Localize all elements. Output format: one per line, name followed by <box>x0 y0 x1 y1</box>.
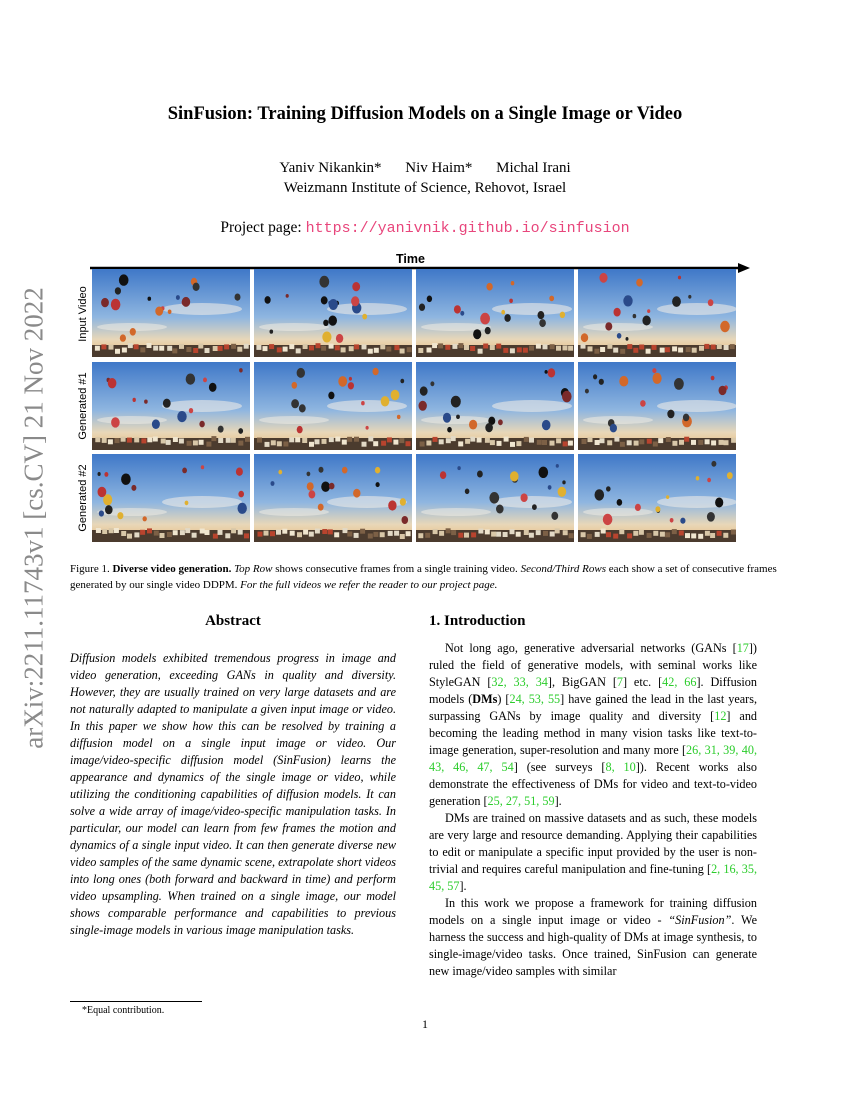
project-label: Project page: <box>220 219 302 236</box>
author-2: Niv Haim* <box>405 160 473 176</box>
author-1: Yaniv Nikankin* <box>279 160 382 176</box>
intro-paragraph-3: In this work we propose a framework for training diffusion models on a single input image or video - “SinFusion”. We harness the success and high-quality of DMs at image synthesis, to single-image/video tasks. Once trained, SinFusion can generate new image/video samples with similar <box>429 896 757 978</box>
row-label-generated-1: Generated #1 <box>77 372 89 440</box>
footnote-rule <box>70 1001 202 1002</box>
video-frame <box>578 454 736 542</box>
video-frame <box>92 454 250 542</box>
video-frame <box>416 269 574 357</box>
video-frame <box>416 454 574 542</box>
paper-title: SinFusion: Training Diffusion Models on a Single Image or Video <box>167 104 683 124</box>
arxiv-id: arXiv:2211.11743v1 [cs.CV] 21 Nov 2022 <box>18 287 49 749</box>
intro-body <box>429 640 757 980</box>
arxiv-sidebar <box>14 288 54 748</box>
intro-paragraph-1: Not long ago, generative adversarial networks (GANs [17]) ruled the field of generative models, with seminal works like StyleGAN [32, 33, 34], BigGAN [7] etc. [42, 66]. Diffusion models (DMs) [24, 53, 55] have gained the lead in the last years, surpassing GANs by image quality and diversity [12] and becoming the leading method in many vision tasks like text-to-image generation, super-resolution and many more [26, 31, 39, 40, 43, 46, 47, 54] (see surveys [8, 10]). Recent works also demonstrate the effectiveness of DMs for video and text-to-video generation [25, 27, 51, 59]. <box>429 641 758 808</box>
project-url-link[interactable]: https://yanivnik.github.io/sinfusion <box>305 220 630 237</box>
video-frame <box>92 269 250 357</box>
video-frame <box>254 362 412 450</box>
intro-paragraph-2: DMs are trained on massive datasets and as such, these models are very large and resource demanding. Applying their capabilities to edit or manipulate a specific input provided by the user is non-trivial and requires careful manipulation and fine-tuning [2, 16, 35, 45, 57]. <box>429 811 758 893</box>
abstract-text: Diffusion models exhibited tremendous progress in image and video generation, exceeding GANs in quality and diversity. However, they are usually trained on very large datasets and are not naturally adapted to manipulate a given input image or video. In this paper we show how this can be resolved by training a diffusion model on a single input image or video. Our image/video-specific diffusion model (SinFusion) learns the appearance and dynamics of the single image or video, while utilizing the conditioning capabilities of diffusion models. It can solve a wide array of image/video-specific manipulation tasks. In particular, our model can learn from few frames the motion and dynamics of a single input video. It can then generate diverse new video samples of the same dynamic scene, extrapolate short videos into long ones (both forward and backward in time) and perform video upsampling. When trained on a single image, our model shows comparable performance and capabilities to previous single-image models in various image manipulation tasks. <box>70 651 396 937</box>
footnote: *Equal contribution. <box>82 1005 165 1016</box>
video-frame <box>578 269 736 357</box>
video-frame <box>578 362 736 450</box>
project-page <box>0 219 850 237</box>
time-label: Time <box>396 252 425 266</box>
figure-caption: Figure 1. Diverse video generation. Top Row shows consecutive frames from a single training video. Second/Third Rows each show a set of consecutive frames generated by our single video DDPM. For the full videos we refer the reader to our project page. <box>70 563 777 591</box>
video-frame <box>92 362 250 450</box>
affiliation: Weizmann Institute of Science, Rehovot, Israel <box>283 180 567 196</box>
video-frame <box>254 454 412 542</box>
intro-heading: 1. Introduction <box>429 613 526 629</box>
page-number: 1 <box>422 1017 428 1031</box>
abstract-heading: Abstract <box>205 613 261 629</box>
author-3: Michal Irani <box>496 160 571 176</box>
row-label-generated-2: Generated #2 <box>77 464 89 532</box>
author-list <box>0 160 850 177</box>
row-label-input: Input Video <box>77 286 89 342</box>
video-frame <box>254 269 412 357</box>
video-frame <box>416 362 574 450</box>
